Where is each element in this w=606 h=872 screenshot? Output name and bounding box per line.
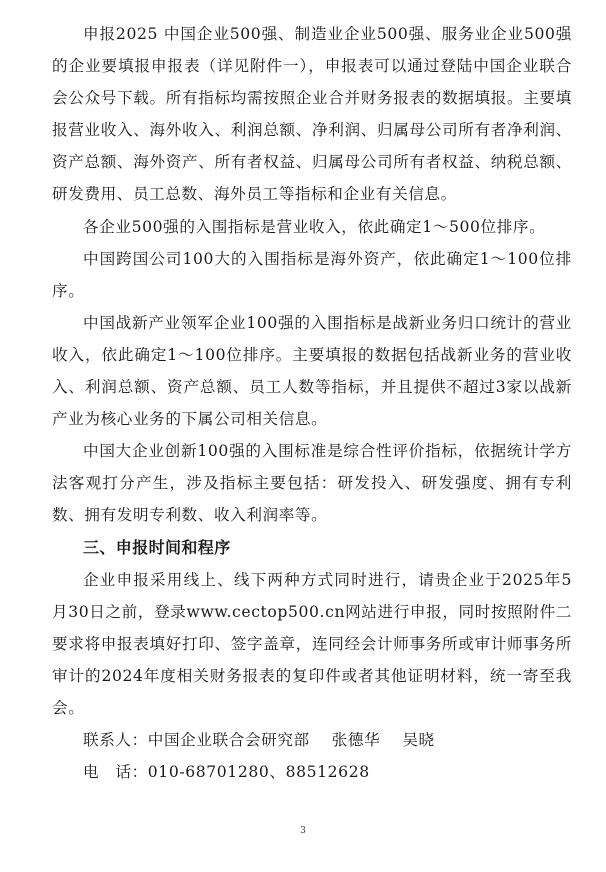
- paragraph-procedure: 企业申报采用线上、线下两种方式同时进行，请贵企业于2025年5月30日之前，登录www.cectop500.cn网站进行申报，同时按照附件二要求将申报表填好打印、签字盖章，连同经会计师事务所或审计师事务所审计的2024年度相关财务报表的复印件或者其他证明材料，统一寄至我会。: [52, 570, 572, 717]
- page-number: 3: [300, 826, 306, 836]
- paragraph-top500-criteria: 各企业500强的入围指标是营业收入，依此确定1～500位排序。: [83, 217, 546, 236]
- contact-person-1: 张德华: [331, 731, 381, 750]
- section-heading: 三、申报时间和程序: [83, 537, 231, 557]
- paragraph-emerging-industry-criteria: 中国战新产业领军企业100强的入围指标是战新业务归口统计的营业收入，依此确定1～100位排序。主要填报的数据包括战新业务的营业收入、利润总额、资产总额、员工人数等指标，并且提供不超过3家以战新产业为核心业务的下属公司相关信息。: [52, 313, 572, 429]
- paragraph-innovation-criteria: 中国大企业创新100强的入围标准是综合性评价指标，依据统计学方法客观打分产生，涉及指标主要包括：研发投入、研发强度、拥有专利数、拥有发明专利数、收入利润率等。: [52, 442, 572, 525]
- phone-line: [52, 756, 572, 788]
- contact-organization: 中国企业联合会研究部: [147, 731, 310, 750]
- paragraph-multinational-criteria: 中国跨国公司100大的入围指标是海外资产，依此确定1～100位排序。: [52, 249, 572, 300]
- paragraph-filing-requirements: 申报2025 中国企业500强、制造业企业500强、服务业企业500强的企业要填报申报表（详见附件一），申报表可以通过登陆中国企业联合会公众号下载。所有指标均需按照企业合并财务报表的数据填报。主要填报营业收入、海外收入、利润总额、净利润、归属母公司所有者净利润、资产总额、海外资产、所有者权益、归属母公司所有者权益、纳税总额、研发费用、员工总数、海外员工等指标和企业有关信息。: [52, 25, 572, 204]
- phone-label: 电 话：: [83, 763, 148, 782]
- phone-numbers: 010-68701280、88512628: [147, 763, 370, 782]
- document-body: [52, 18, 572, 788]
- contact-person-2: 吴晓: [402, 731, 435, 750]
- contact-label: 联系人：: [83, 731, 148, 750]
- contact-line: [52, 724, 572, 756]
